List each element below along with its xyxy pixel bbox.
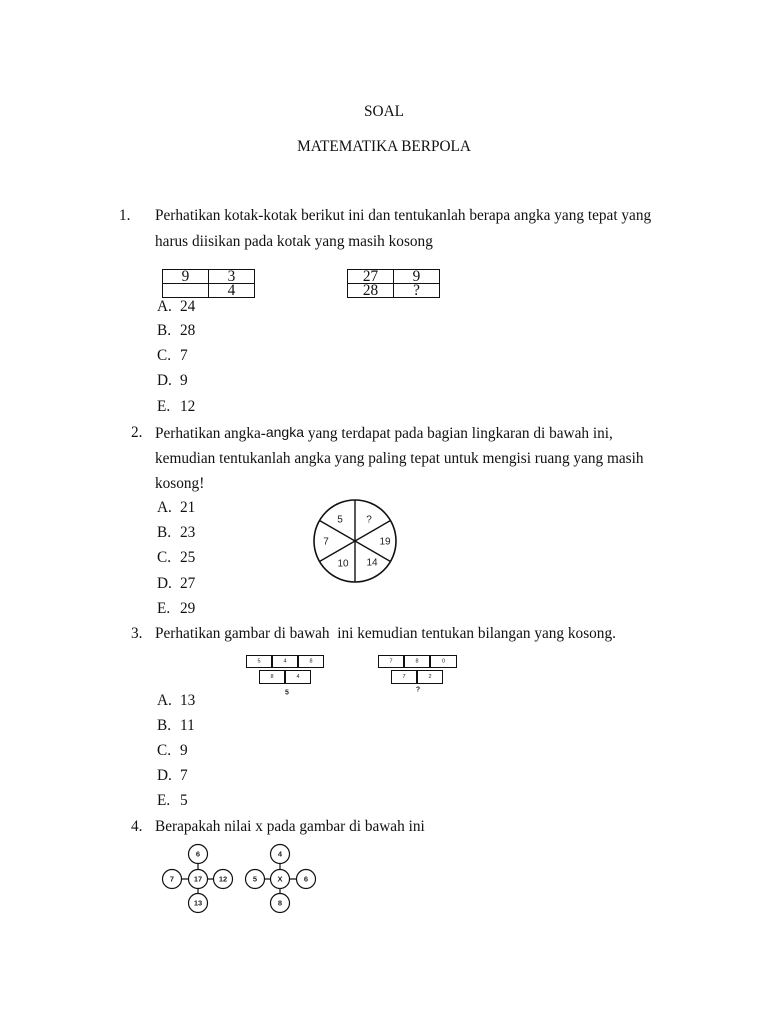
table-row: [163, 284, 255, 298]
question-number: 3.: [131, 625, 143, 642]
question-number: 4.: [131, 818, 143, 835]
q1-option-b: [157, 322, 237, 340]
box-value: 8: [270, 674, 274, 680]
question-text-line: harus diisikan pada kotak yang masih kosong: [155, 233, 433, 250]
option-letter: B.: [157, 524, 172, 541]
option-letter: E.: [157, 792, 171, 809]
text-segment-sans: angka: [265, 424, 305, 440]
option-value: 24: [180, 298, 196, 315]
question-text-line: Perhatikan gambar di bawah ini kemudian tentukan bilangan yang kosong.: [155, 625, 616, 642]
document-subtitle: MATEMATIKA BERPOLA: [297, 138, 471, 155]
q2-option-e: [157, 600, 237, 618]
node-bottom-value: 8: [277, 898, 283, 908]
table-row: [348, 270, 440, 284]
option-letter: C.: [157, 549, 172, 566]
option-value: 23: [180, 524, 196, 541]
table-cell: 9: [394, 270, 440, 284]
option-letter: C.: [157, 742, 172, 759]
q2-option-c: [157, 549, 237, 567]
q1-option-a: [157, 298, 237, 316]
box-value: 4: [296, 674, 300, 680]
box-value: 5: [257, 658, 261, 665]
option-letter: B.: [157, 322, 172, 339]
box-value: 8: [415, 658, 419, 665]
number-pyramid-figure: [240, 650, 470, 700]
cross-right: [246, 845, 316, 913]
option-letter: C.: [157, 347, 172, 364]
option-value: 27: [180, 575, 196, 592]
option-letter: D.: [157, 767, 172, 784]
q1-option-e: [157, 398, 237, 416]
option-letter: A.: [157, 499, 172, 516]
option-letter: E.: [157, 398, 171, 415]
text-segment: yang terdapat pada bagian lingkaran di bawah ini,: [304, 425, 613, 442]
option-value: 9: [180, 372, 188, 389]
pyramid-result: ?: [415, 686, 421, 694]
sector-bottom-right-value: 14: [366, 557, 378, 569]
option-letter: D.: [157, 372, 172, 389]
option-letter: B.: [157, 717, 172, 734]
node-right-value: 12: [218, 874, 228, 884]
number-box-table-right: [347, 269, 440, 298]
option-value: 29: [180, 600, 196, 617]
option-letter: A.: [157, 692, 172, 709]
number-cross-figure: [160, 842, 320, 916]
node-top-value: 4: [277, 849, 283, 859]
q2-option-d: [157, 575, 237, 593]
option-value: 5: [180, 792, 188, 809]
option-value: 7: [180, 347, 188, 364]
table-cell: 27: [348, 270, 394, 284]
cross-left: [163, 845, 233, 913]
sector-right-value: 19: [379, 536, 391, 548]
node-left-value: 7: [169, 874, 175, 884]
option-value: 21: [180, 499, 196, 516]
document-title: SOAL: [364, 103, 404, 120]
option-value: 12: [180, 398, 196, 415]
text-segment: Perhatikan angka-: [155, 425, 266, 442]
option-letter: A.: [157, 298, 172, 315]
q3-option-b: [157, 717, 237, 735]
question-text-line: kosong!: [155, 475, 205, 492]
box-value: 7: [389, 658, 393, 665]
table-row: [163, 270, 255, 284]
pyramid-right: [379, 656, 457, 694]
table-cell: 28: [348, 284, 394, 298]
q3-option-a: [157, 692, 237, 710]
box-value: 8: [309, 658, 313, 665]
option-value: 28: [180, 322, 196, 339]
table-cell: 9: [163, 270, 209, 284]
node-center-unknown: X: [277, 874, 283, 884]
question-text-line: kemudian tentukanlah angka yang paling tepat untuk mengisi ruang yang masih: [155, 450, 644, 467]
sector-top-left-value: 5: [337, 514, 343, 526]
table-cell: 4: [209, 284, 255, 298]
q3-option-e: [157, 792, 237, 810]
q3-option-c: [157, 742, 237, 760]
table-row: [348, 284, 440, 298]
q2-option-a: [157, 499, 237, 517]
box-value: 7: [402, 674, 406, 680]
pyramid-left: [247, 656, 324, 697]
node-left-value: 5: [252, 874, 258, 884]
option-value: 7: [180, 767, 188, 784]
box-value: 0: [441, 658, 446, 665]
node-center-value: 17: [193, 874, 203, 884]
q3-option-d: [157, 767, 237, 785]
pyramid-result: 5: [285, 689, 289, 697]
question-number: 2.: [131, 424, 143, 441]
node-bottom-value: 13: [193, 898, 203, 908]
option-value: 25: [180, 549, 196, 566]
number-box-table-left: [162, 269, 255, 298]
option-letter: E.: [157, 600, 171, 617]
number-circle-figure: [310, 496, 402, 588]
option-letter: D.: [157, 575, 172, 592]
box-value: 4: [283, 658, 287, 665]
option-value: 11: [180, 717, 195, 734]
q1-option-d: [157, 372, 237, 390]
sector-left-value: 7: [323, 536, 329, 548]
node-top-value: 6: [195, 849, 201, 859]
sector-top-right-value: ?: [366, 514, 372, 526]
table-cell: 3: [209, 270, 255, 284]
q2-option-b: [157, 524, 237, 542]
question-text-line: Berapakah nilai x pada gambar di bawah ini: [155, 818, 425, 835]
question-text-line: Perhatikan kotak-kotak berikut ini dan tentukanlah berapa angka yang tepat yang: [155, 207, 652, 224]
question-text-line: [155, 424, 613, 442]
option-value: 9: [180, 742, 188, 759]
question-number: 1.: [119, 207, 131, 224]
node-right-value: 6: [303, 874, 309, 884]
q1-option-c: [157, 347, 237, 365]
table-cell-empty: [163, 284, 209, 298]
table-cell-unknown: ?: [394, 284, 440, 298]
option-value: 13: [180, 692, 196, 709]
box-value: 2: [428, 674, 432, 680]
sector-bottom-left-value: 10: [337, 558, 349, 570]
